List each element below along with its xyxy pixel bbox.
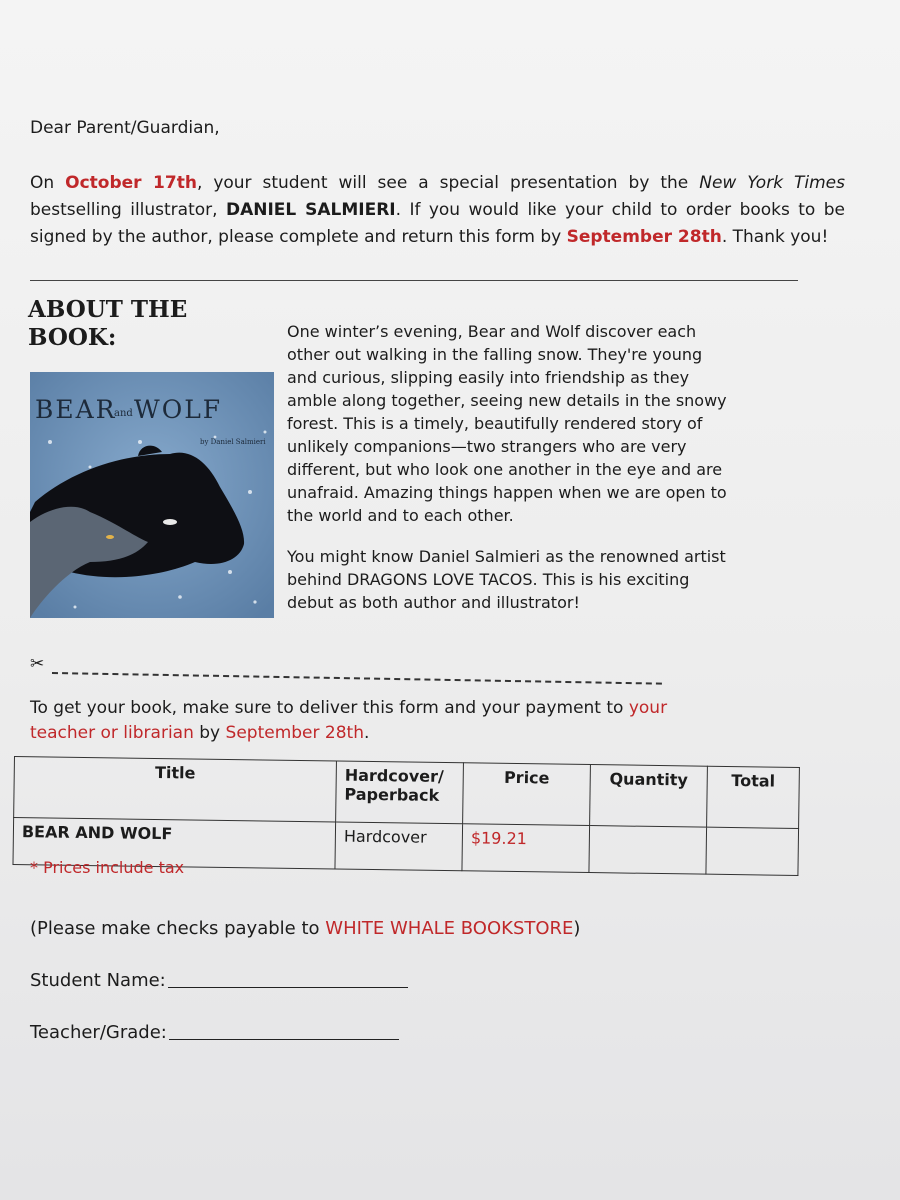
letter-greeting: Dear Parent/Guardian, — [30, 118, 220, 138]
col-header-quantity: Quantity — [590, 765, 708, 828]
intro-text: . If you would like your child to order books to be signed by the author, please complete and return this form by — [30, 200, 845, 247]
cut-line — [52, 672, 662, 685]
teacher-grade-field — [30, 1022, 399, 1043]
tax-note: * Prices include tax — [30, 858, 185, 877]
cover-title-wolf: WOLF — [134, 395, 223, 424]
col-header-title: Title — [14, 757, 337, 822]
scissors-icon: ✂ — [30, 654, 45, 674]
intro-text: . Thank you! — [721, 227, 829, 247]
intro-text: bestselling illustrator, — [30, 200, 226, 220]
student-name-label: Student Name: — [30, 970, 166, 991]
cell-price: $19.21 — [462, 824, 590, 873]
deliver-recipient: your teacher or librarian — [30, 698, 668, 743]
deliver-text: To get your book, make sure to deliver this form and your payment to — [30, 698, 629, 718]
about-heading: ABOUT THE BOOK: — [28, 296, 188, 351]
payment-instructions — [30, 918, 580, 939]
cell-title: BEAR AND WOLF — [13, 818, 336, 869]
cell-total[interactable] — [706, 827, 799, 875]
about-paragraph-1: One winter’s evening, Bear and Wolf discover each other out walking in the falling snow. They're young and curious, slipping easily into friendship as they amble along together, seeing new details in the snowy forest. This is a timely, beautifully rendered story of unlikely companions—two strangers who are very different, but who look one another in the eye and are unafraid. Amazing things happen when we are open to the world and to each other. — [287, 322, 727, 525]
payee-name: WHITE WHALE BOOKSTORE — [325, 918, 574, 939]
about-description — [287, 320, 727, 632]
col-header-format: Hardcover/ Paperback — [336, 761, 464, 824]
intro-text: , your student will see a special presentation by the — [196, 173, 700, 193]
newspaper-name: New York Times — [699, 173, 845, 193]
section-divider — [30, 280, 798, 281]
deliver-text: by — [193, 723, 226, 743]
about-paragraph-2: You might know Daniel Salmieri as the renowned artist behind DRAGONS LOVE TACOS. This is his exciting debut as both author and illustrator! — [287, 547, 726, 612]
checks-text: ) — [573, 918, 581, 939]
cell-quantity[interactable] — [589, 826, 707, 875]
cell-format: Hardcover — [335, 822, 463, 871]
cover-byline: by Daniel Salmieri — [200, 438, 266, 446]
col-header-price: Price — [463, 763, 591, 826]
teacher-grade-line[interactable] — [169, 1039, 399, 1040]
event-date: October 17th — [65, 173, 197, 193]
student-name-field — [30, 970, 408, 991]
cover-title-and: and — [114, 408, 133, 419]
letter-intro-paragraph — [30, 170, 845, 251]
cover-title-bear: BEAR — [35, 395, 117, 424]
illustrator-name: DANIEL SALMIERI — [225, 200, 396, 220]
student-name-line[interactable] — [168, 987, 408, 988]
deliver-deadline: September 28th — [225, 723, 364, 743]
order-table-header-row — [14, 757, 800, 829]
col-header-total: Total — [707, 766, 800, 828]
return-deadline: September 28th — [566, 227, 722, 247]
delivery-instructions — [30, 696, 690, 746]
intro-text: On — [30, 173, 66, 193]
deliver-text: . — [363, 723, 370, 743]
book-cover-image — [30, 372, 274, 618]
teacher-grade-label: Teacher/Grade: — [30, 1022, 167, 1043]
checks-text: (Please make checks payable to — [30, 918, 326, 939]
